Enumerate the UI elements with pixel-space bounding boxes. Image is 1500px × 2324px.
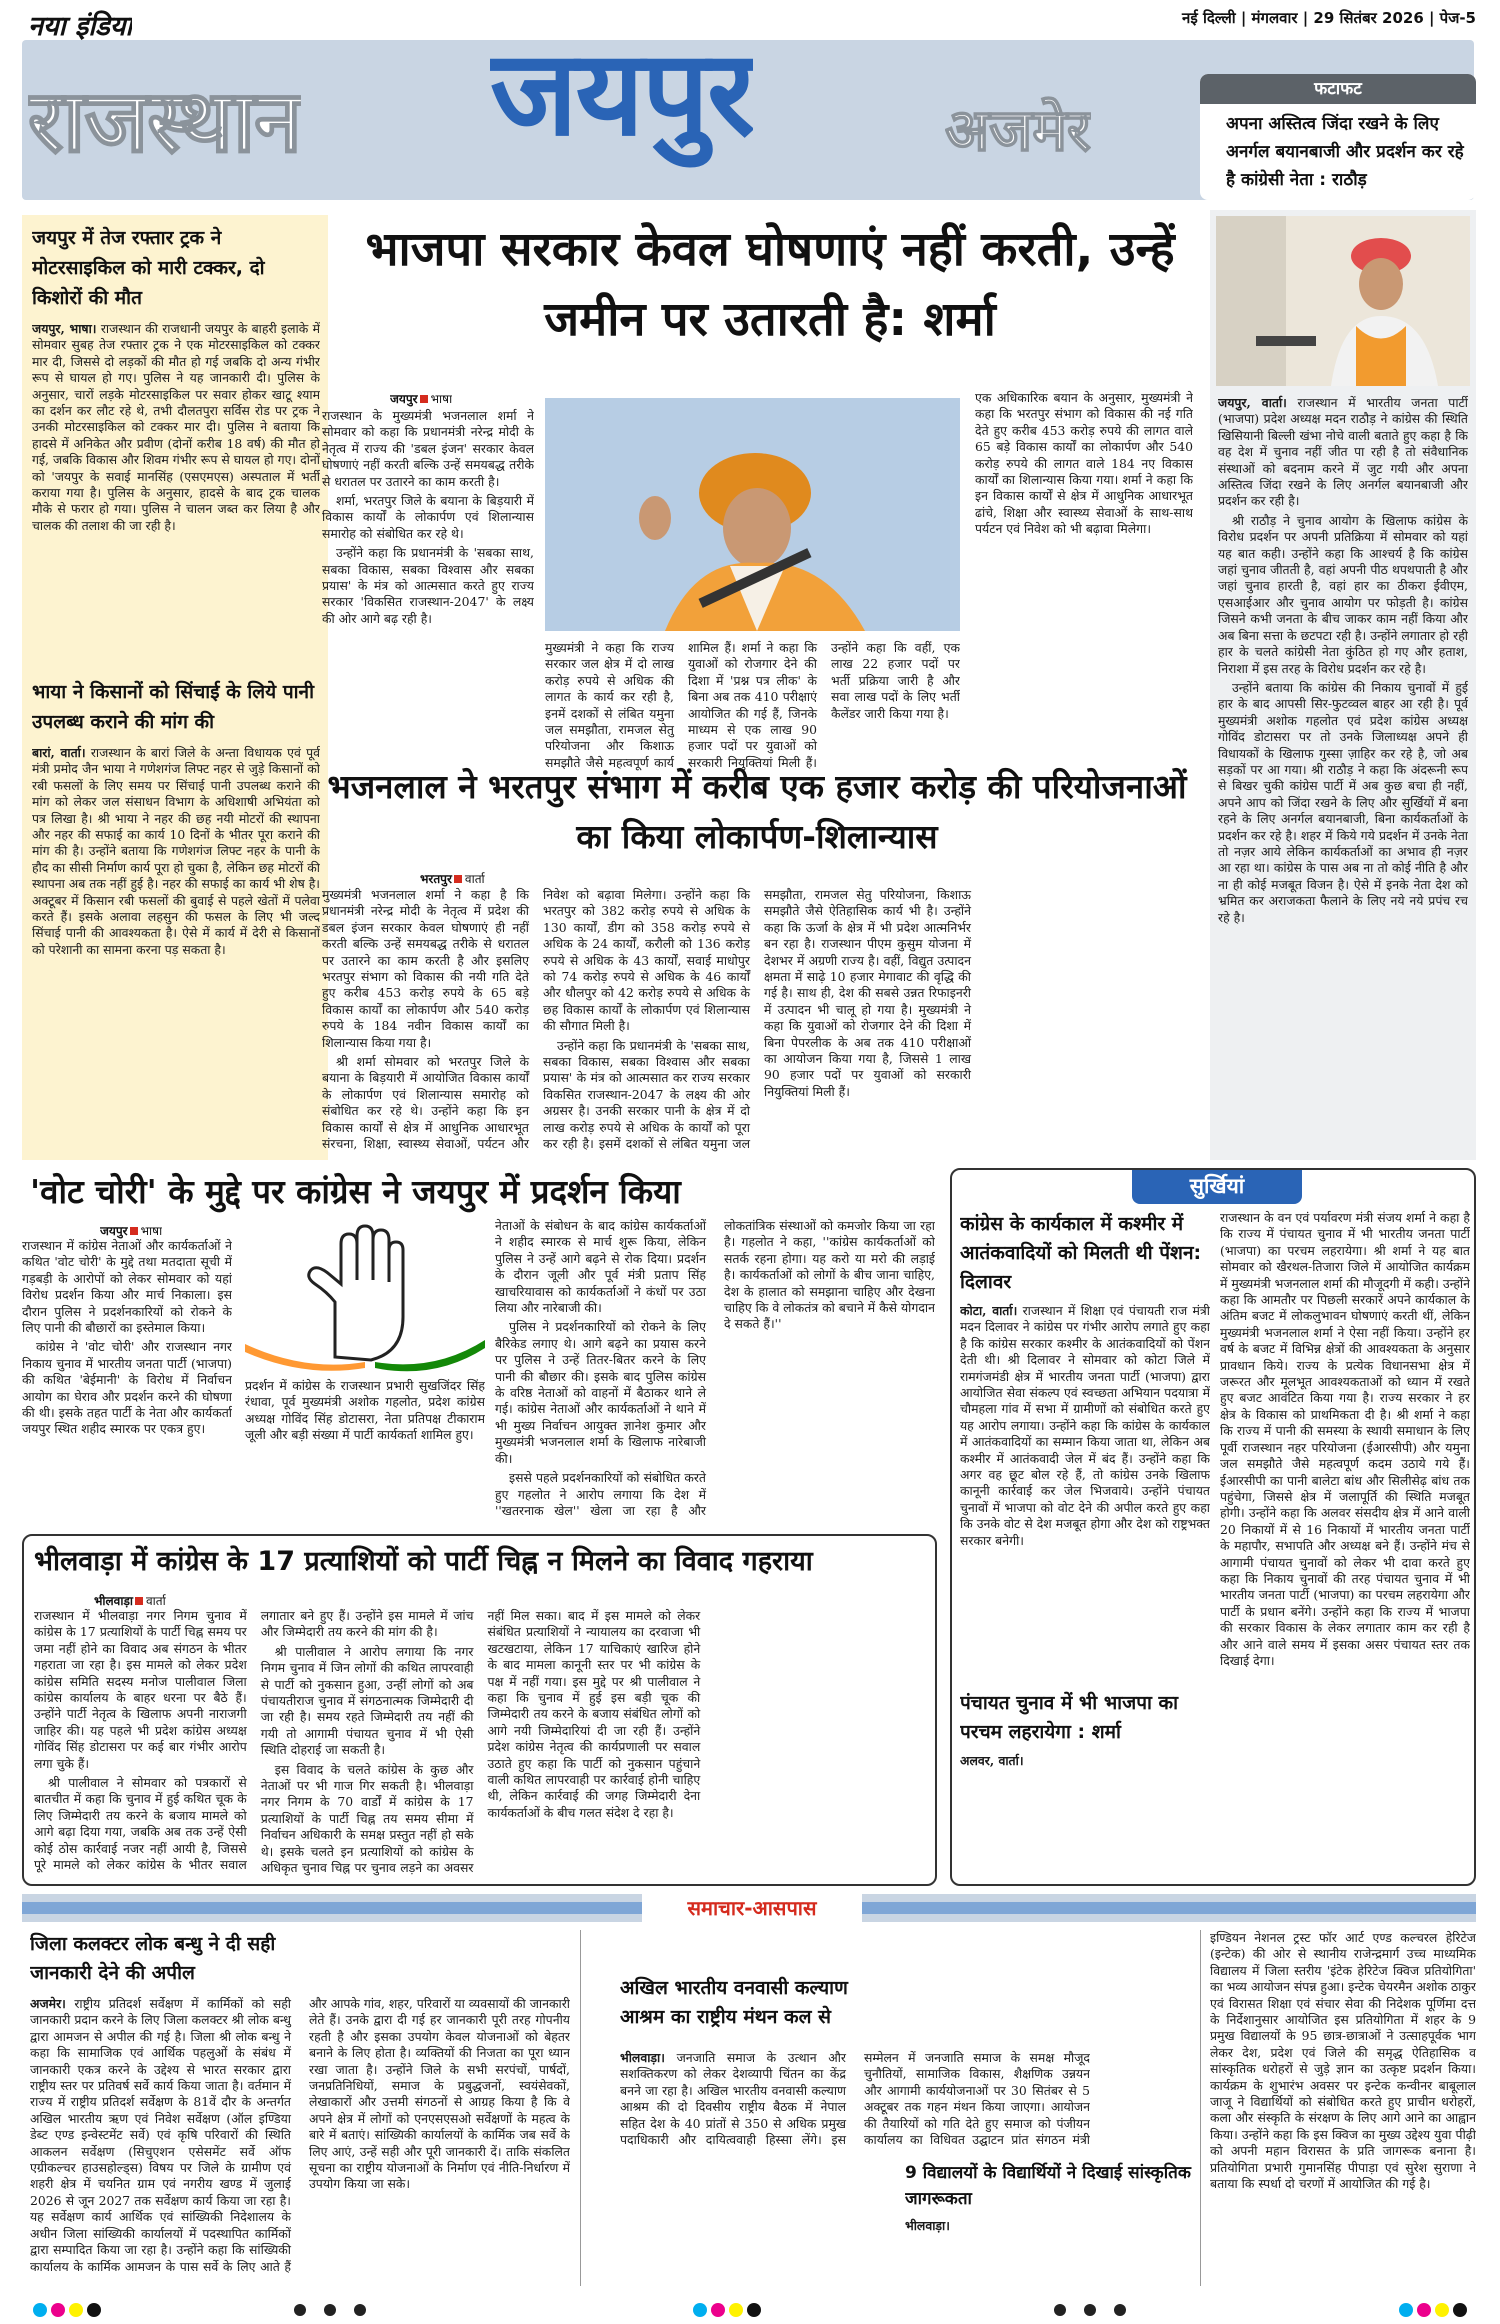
congress-logo: [245, 1222, 485, 1372]
aaspaas-dateline: भीलवाड़ा।: [620, 2050, 665, 2065]
bhilwara-body: [34, 1608, 927, 1882]
lead-para: एक अधिकारिक बयान के अनुसार, मुख्यमंत्री ने कहा कि भरतपुर संभाग को विकास की नई गति देते हुए करीब 453 करोड़ रुपये की लागत वाले 65 बड़े विकास कार्यों का लोकार्पण और 540 करोड़ रुपये की लागत वाले 184 नए विकास कार्यों का शिलान्यास किया गया। शर्मा ने कहा कि इन विकास कार्यों से क्षेत्र में आधुनिक आधारभूत ढांचे, शिक्षा और स्वास्थ्य सेवाओं के साथ-साथ पर्यटन एवं निवेश को भी बढ़ावा मिलेगा।: [975, 390, 1193, 537]
vote-para: राजस्थान में कांग्रेस नेताओं और कार्यकर्ताओं ने कथित 'वोट चोरी' के मुद्दे तथा मतदाता सूची में गड़बड़ी के आरोपों को लेकर सोमवार को यहां विरोध प्रदर्शन किया और मार्च निकाला। इस दौरान पुलिस ने प्रदर्शनकारियों को रोकने के लिए पानी की बौछारों का इस्तेमाल किया।: [22, 1238, 232, 1336]
brief-text: राजस्थान की राजधानी जयपुर के बाहरी इलाके में सोमवार सुबह तेज रफ्तार ट्रक ने एक मोटरसाइकिल को टक्कर मार दी, जिससे दो लड़कों की मौत हो गई जबकि दो अन्य गंभीर रूप से घायल हो गए। पुलिस ने यह जानकारी दी। पुलिस के अनुसार, चारों लड़के मोटरसाइकिल पर सवार होकर खाटू श्याम का दर्शन कर लौट रहे थे, तभी दौलतपुरा सर्विस रोड पर ट्रक ने उनकी मोटरसाइकिल को टक्कर मार दी। पुलिस ने बताया कि हादसे में अनिकेत और प्रवीण (दोनों करीब 18 वर्ष) की मौत हो गई, जबकि विकास और शिवम गंभीर रूप से घायल हो गए। दोनों को 'जयपुर के सवाई मानसिंह (एसएमएस) अस्पताल में भर्ती कराया गया है। पुलिस के अनुसार, हादसे के बाद ट्रक चालक मौके से फरार हो गया। पुलिस ने चालन जब्त कर लिया है और चालक की तलाश की जा रही है।: [32, 321, 320, 533]
dateline-agency: वार्ता: [464, 872, 485, 886]
vote-cols: [495, 1218, 935, 1528]
left-briefs: [22, 215, 328, 1160]
vote-para: प्रदर्शन में कांग्रेस के राजस्थान प्रभारी सुखजिंदर सिंह रंधावा, पूर्व मुख्यमंत्री अशोक गहलोत, प्रदेश कांग्रेस अध्यक्ष गोविंद सिंह डोटासरा, नेता प्रतिपक्ष टीकाराम जूली और बड़ी संख्या में पार्टी कार्यकर्ता शामिल हुए।: [245, 1378, 485, 1443]
surkhiyan-body-1: [960, 1303, 1210, 1683]
brand-name: नया इंडिया: [28, 11, 133, 42]
aaspaas-band: [22, 1894, 1476, 1922]
print-marks: [0, 2296, 1500, 2324]
second-para: उन्होंने कहा कि प्रधानमंत्री के 'सबका साथ, सबका विकास, सबका विश्वास और सबका प्रयास' के मंत्र को आत्मसात कर राज्य सरकार विकसित राजस्थान-2047 के लक्ष्य की ओर अग्रसर है। उनकी सरकार पानी के क्षेत्र में दो लाख करोड़ रुपये से अधिक के कार्यों को पूरा कर रही है। इसमें दशकों से लंबित यमुना जल समझौता, रामजल सेतु परियोजना, किशाऊ समझौते जैसे ऐतिहासिक कार्य भी है। उन्होंने कहा कि ऊर्जा के क्षेत्र में भी प्रदेश आत्मनिर्भर बन रहा है। राजस्थान पीएम कुसुम योजना में देशभर में अग्रणी राज्य है। वहीं, विद्युत उत्पादन क्षमता में साढ़े 10 हजार मेगावाट की वृद्धि की गई है। साथ ही, देश की सबसे उन्नत रिफाइनरी में उत्पादन भी चालू हो गया है। मुख्यमंत्री ने कहा कि युवाओं को रोजगार देने की दिशा में बिना पेपरलीक के अब तक 410 परीक्षाओं का आयोजन किया गया है, जिससे 1 लाख 90 हजार पदों पर युवाओं को सरकारी नियुक्तियां मिली हैं।: [543, 887, 971, 1152]
column-rule: [1200, 1930, 1201, 2286]
aaspaas-body-3-lead: [905, 2218, 1205, 2278]
dateline-city: जयपुर: [390, 392, 418, 406]
vote-para: नेताओं के संबोधन के बाद कांग्रेस कार्यकर्ताओं ने शहीद स्मारक से मार्च शुरू किया, लेकिन पुलिस ने उन्हें आगे बढ़ने से रोक दिया। प्रदर्शन के दौरान जूली और पूर्व मंत्री प्रताप सिंह खाचरियावास को कार्यकर्ताओं ने कंधों पर उठा लिया और नारेबाजी की।: [495, 1218, 706, 1316]
aaspaas-a2: [590, 1930, 1090, 2150]
speaker-illustration: [1216, 216, 1470, 386]
aaspaas-headline-1: जिला कलक्टर लोक बन्धु ने दी सही जानकारी देने की अपील: [30, 1933, 276, 1984]
lead-para: राजस्थान के मुख्यमंत्री भजनलाल शर्मा ने सोमवार को कहा कि प्रधानमंत्री नरेन्द्र मोदी के नेतृत्व में राज्य की 'डबल इंजन' सरकार केवल घोषणाएं नहीं करती बल्कि उन्हें समयबद्ध तरीके से धरातल पर उतारने का काम करती है।: [322, 408, 534, 489]
second-dateline: [420, 870, 485, 887]
vote-body: [245, 1378, 485, 1528]
aaspaas-body-2: [620, 2050, 1090, 2150]
surkhiyan-headline-1: कांग्रेस के कार्यकाल में कश्मीर में आतंकवादियों को मिलती थी पेंशन: दिलावर: [960, 1213, 1202, 1293]
subcity-title: अजमेर: [945, 96, 1091, 164]
brief-2: [32, 677, 320, 1155]
bhilwara-para: श्री पालीवाल ने आरोप लगाया कि नगर निगम चुनाव में जिन लोगों की कथित लापरवाही से पार्टी को नुकसान हुआ, उन्हीं लोगों को अब पंचायतीराज चुनाव में संगठनात्मक जिम्मेदारी दी जा रही है। समय रहते जिम्मेदारी तय नहीं की गयी तो आगामी पंचायत चुनाव में भी ऐसी स्थिति दोहराई जा सकती है।: [260, 1643, 474, 1758]
fatafat-box: [1200, 74, 1476, 200]
lead-photo: [545, 398, 960, 631]
bhilwara-box: [22, 1534, 937, 1886]
red-square-icon: [135, 1597, 143, 1605]
speaker-illustration: [545, 398, 960, 631]
dateline-agency: वार्ता: [146, 1594, 166, 1608]
brief-body: [32, 745, 320, 958]
color-bar-icon: [0, 2296, 1500, 2324]
rathore-para: [1218, 395, 1468, 510]
second-headline: भजनलाल ने भरतपुर संभाग में करीब एक हजार करोड़ की परियोजनाओं का किया लोकार्पण-शिलान्यास: [327, 767, 1187, 856]
bhilwara-headline: भीलवाड़ा में कांग्रेस के 17 प्रत्याशियों को पार्टी चिह्न न मिलने का विवाद गहराया: [34, 1546, 813, 1577]
aaspaas-headline-2: अखिल भारतीय वनवासी कल्याण आश्रम का राष्ट्रीय मंथन कल से: [620, 1977, 848, 2028]
aaspaas-dateline: अजमेर।: [30, 1996, 66, 2011]
red-square-icon: [130, 1227, 138, 1235]
lead-headline: भाजपा सरकार केवल घोषणाएं नहीं करती, उन्हें जमीन पर उतारती है: शर्मा: [365, 222, 1175, 347]
second-para: श्री शर्मा सोमवार को भरतपुर जिले के बयाना के बिड़यारी में आयोजित विकास कार्यों के लोकार्पण एवं शिलान्यास समारोह को संबोधित कर रहे थे। उन्होंने कहा कि इन विकास कार्यों से क्षेत्र में आधुनिक आधारभूत संरचना, शिक्षा, स्वास्थ्य सेवाओं, पर्यटन और निवेश को बढ़ावा मिलेगा। उन्होंने कहा कि भरतपुर को 382 करोड़ रुपये से अधिक के 130 कार्यों, डीग को 358 करोड़ रुपये से अधिक के 24 कार्यों, करौली को 136 करोड़ रुपये से अधिक के 43 कार्यों, सवाई माधोपुर को 74 करोड़ रुपये से अधिक के 46 कार्यों और धौलपुर को 42 करोड़ रुपये से अधिक के छह विकास कार्यों के लोकार्पण एवं शिलान्यास की सौगात मिली है।: [322, 887, 750, 1152]
surkhiyan-text: राजस्थान में शिक्षा एवं पंचायती राज मंत्री मदन दिलावर ने कांग्रेस पर गंभीर आरोप लगाते हुए कहा है कि कांग्रेस सरकार कश्मीर के आतंकवादियों को पेंशन देती थी। श्री दिलावर ने सोमवार को कोटा जिले में रामगंजमंडी क्षेत्र में भारतीय जनता पार्टी (भाजपा) द्वारा आयोजित सेवा संकल्प एवं स्वच्छता अभियान पदयात्रा में चौमहला गांव में सभा में ग्रामीणों को संबोधित करते हुए यह आरोप लगाया। उन्होंने कहा कि कांग्रेस के कार्यकाल में आतंकवादियों का सम्मान किया जाता था, लेकिन अब कश्मीर में आतंकवादी जेल में बंद हैं। उन्होंने कहा कि अगर वह छूट बोल रहे हैं, तो कांग्रेस उनके खिलाफ कानूनी कार्रवाई कर जेल भिजवाये। उन्होंने पंचायत चुनावों में भाजपा को वोट देने की अपील करते हुए कहा कि उनके वोट से देश मजबूत होगा और देश को राष्ट्रभक्त सरकार बनेगी।: [960, 1303, 1210, 1548]
lead-caption-col: [545, 640, 960, 776]
vote-para: कांग्रेस ने 'वोट चोरी' और राजस्थान नगर निकाय चुनाव में भारतीय जनता पार्टी (भाजपा) की कथित 'बेईमानी' के विरोध में निर्वाचन आयोग का घेराव और प्रदर्शन करने की घोषणा की थी। इसके तहत पार्टी के नेता और कार्यकर्ता जयपुर स्थित शहीद स्मारक पर एकत्र हुए।: [22, 1339, 232, 1437]
city-title: जयपुर: [490, 24, 754, 162]
aaspaas-label: समाचार-आसपास: [642, 1894, 862, 1922]
surkhiyan-col-left: [960, 1210, 1210, 1882]
brief-dateline: जयपुर, भाषा।: [32, 321, 97, 336]
aaspaas-text: इण्डियन नेशनल ट्रस्ट फॉर आर्ट एण्ड कल्चरल हेरिटेज (इन्टेक) की ओर से स्थानीय राजेन्द्रमार्ग उच्च माध्यमिक विद्यालय में जिला स्तरीय 'इंटेक हेरिटेज क्विज प्रतियोगिता' का भव्य आयोजन संपन्न हुआ। इन्टेक चेयरमैन अशोक ठाकुर एवं विरासत शिक्षा एवं संचार सेवा की निदेशक पूर्णिमा दत्त के निर्देशानुसार आयोजित इस प्रतियोगिता में शहर के 9 प्रमुख विद्यालयों के 95 छात्र-छात्राओं ने उत्साहपूर्वक भाग लेकर देश, प्रदेश एवं जिले की समृद्ध ऐतिहासिक व सांस्कृतिक धरोहरों से जुड़े ज्ञान का उत्कृष्ट प्रदर्शन किया। कार्यक्रम के शुभारंभ अवसर पर इन्टेक कन्वीनर बाबूलाल जाजू ने विद्यार्थियों को संबोधित करते हुए प्राचीन धरोहरों, कला और संस्कृति के संरक्षण के लिए आगे आने का आह्वान किया। उन्होंने कहा कि इस क्विज का मुख्य उद्देश्य युवा पीढ़ी को अपनी महान विरासत के प्रति जागरूक बनाना है। प्रतियोगिता प्रभारी गुमानसिंह पीपाड़ा एवं सुरेश सुराणा ने बताया कि स्पर्धा दो चरणों में आयोजित की गई है।: [1210, 1930, 1476, 2192]
rathore-story: [1210, 210, 1476, 1160]
surkhiyan-box: [950, 1168, 1476, 1886]
lead-dateline: [390, 390, 452, 407]
aaspaas-dateline: भीलवाड़ा।: [905, 2218, 950, 2233]
red-square-icon: [420, 395, 428, 403]
brief-headline: जयपुर में तेज रफ्तार ट्रक ने मोटरसाइकिल को मारी टक्कर, दो किशोरों की मौत: [32, 227, 265, 309]
fatafat-headline: अपना अस्तित्व जिंदा रखने के लिए अनर्गल बयानबाजी और प्रदर्शन कर रहे है कांग्रेसी नेता : राठौड़: [1226, 114, 1464, 190]
surkhiyan-col-right: [1220, 1210, 1470, 1882]
brief-dateline: बारां, वार्ता।: [32, 745, 86, 760]
dateline-city: जयपुर: [100, 1224, 128, 1238]
surkhiyan-body-2-lead: [960, 1753, 1210, 1769]
hand-symbol-icon: [245, 1222, 485, 1372]
masthead: [0, 0, 1500, 205]
rathore-photo: [1216, 216, 1470, 386]
aaspaas-a3-body: [1210, 1930, 1476, 2286]
dateline-agency: भाषा: [140, 1224, 163, 1238]
bhilwara-para: इस विवाद के चलते कांग्रेस के कुछ और नेताओं पर भी गाज गिर सकती है। भीलवाड़ा नगर निगम के 70 वार्डों में कांग्रेस के 17 प्रत्याशियों के पार्टी चिह्न तय समय सीमा में निर्वाचन अधिकारी के समक्ष प्रस्तुत नहीं हो सके थे। इसके चलते इन प्रत्याशियों को कांग्रेस के अधिकृत चुनाव चिह्न पर चुनाव लड़ने का अवसर नहीं मिल सका। बाद में इस मामले को लेकर संबंधित प्रत्याशियों ने न्यायालय का दरवाजा भी खटखटाया, लेकिन 17 याचिकाएं खारिज होने के बाद मामला कानूनी स्तर पर भी कांग्रेस के पक्ष में नहीं गया। इस मुद्दे पर श्री पालीवाल ने कहा कि चुनाव में हुई इस बड़ी चूक की जिम्मेदारी तय करने के बजाय संबंधित लोगों को आगे नयी जिम्मेदारियां दी जा रही हैं। उन्होंने प्रदेश कांग्रेस नेतृत्व की कार्यप्रणाली पर सवाल उठाते हुए कहा कि पार्टी को नुकसान पहुंचाने वाली कथित लापरवाही पर कार्रवाई होनी चाहिए थी, लेकिन कार्रवाई की जगह जिम्मेदारी देना कार्यकर्ताओं के बीच गलत संदेश दे रहा है।: [260, 1608, 701, 1876]
rathore-body: [1218, 395, 1468, 1155]
second-body: [322, 887, 1192, 1159]
lead-col-1: [322, 408, 534, 776]
lead-para: शर्मा, भरतपुर जिले के बयाना के बिड़यारी में विकास कार्यों के लोकार्पण एवं शिलान्यास समारोह को संबोधित कर रहे थे।: [322, 493, 534, 541]
vote-headline: 'वोट चोरी' के मुद्दे पर कांग्रेस ने जयपुर में प्रदर्शन किया: [30, 1172, 681, 1211]
aaspaas-text: जनजाति समाज के उत्थान और सशक्तिकरण को लेकर देशव्यापी चिंतन का केंद्र बनने जा रहा है। अखिल भारतीय वनवासी कल्याण आश्रम की दो दिवसीय राष्ट्रीय बैठक में नेपाल सहित देश के 40 प्रांतों से 350 से अधिक प्रमुख पदाधिकारी और दायित्ववाही हिस्सा लेंगे। इस सम्मेलन में जनजाति समाज के समक्ष मौजूद चुनौतियों, सामाजिक विकास, शैक्षणिक उन्नयन और आगामी कार्ययोजनाओं पर 30 सितंबर से 5 अक्टूबर तक गहन मंथन किया जाएगा। आयोजन की तैयारियों को गति देते हुए समाज को पंजीयन कार्यालय का विधिवत उद्घाटन प्रांत संगठन मंत्री: [620, 2050, 1090, 2148]
aaspaas-headline-3: 9 विद्यालयों के विद्यार्थियों ने दिखाई सांस्कृतिक जागरूकता: [905, 2163, 1191, 2209]
surkhiyan-headline-2: पंचायत चुनाव में भी भाजपा का परचम लहरायेगा : शर्मा: [960, 1692, 1179, 1743]
rathore-para: उन्होंने बताया कि कांग्रेस की निकाय चुनावों में हुई हार के बाद आपसी सिर-फुटव्वल बाहर आ रही है। पूर्व मुख्यमंत्री अशोक गहलोत एवं प्रदेश कांग्रेस अध्यक्ष गोविंद डोटासरा पर तो उनके जिलाध्यक्ष अपने ही विधायकों के खिलाफ गुस्सा ज़ाहिर कर रहे है, जो अब सड़कों पर आ गया। श्री राठौड़ ने कहा कि अंदरूनी रूप से बिखर चुकी कांग्रेस पार्टी में अब कुछ बचा ही नहीं, अपने आप को जिंदा रखने के लिए और सुर्खियों में बना रहने के लिए अनर्गल बयानबाजी, बिना कार्यकर्ताओं के प्रदर्शन कर रहे है। शहर में किये गये प्रदर्शन में उनके नेता तो नज़र आये लेकिन कार्यकर्ताओं का अभाव ही नज़र आ रहा था। कांग्रेस के पास अब ना तो कोई नीति है और ना ही कोई मजबूत विजन है। ऐसे में इनके नेता देश को भ्रमित कर अराजकता फैलाने के लिए नये नये प्रपंच रच रहे है।: [1218, 679, 1468, 925]
column-rule: [580, 1930, 581, 2286]
surkhiyan-text-2: राजस्थान के वन एवं पर्यावरण मंत्री संजय शर्मा ने कहा है कि राज्य में पंचायत चुनाव में भी भारतीय जनता पार्टी (भाजपा) का परचम लहरायेगा। श्री शर्मा ने यह बात सोमवार को खैरथल-तिजारा जिले में आयोजित कार्यक्रम में मुख्यमंत्री भजनलाल शर्मा की मौजूदगी में कही। उन्होंने कहा कि आमतौर पर पिछली सरकारें अपने कार्यकाल के अंतिम बजट में लोकलुभावन घोषणाएं करती थीं, लेकिन मुख्यमंत्री भजनलाल शर्मा ने ऐसा नहीं किया। उन्होंने हर वर्ष के बजट में विभिन्न क्षेत्रों की आवश्यकता के अनुसार प्रावधान किये। राज्य के प्रत्येक विधानसभा क्षेत्र में जरूरत और मूलभूत आवश्यकताओं को ध्यान में रखते हुए बजट आवंटित किया गया है। राज्य सरकार ने हर क्षेत्र के विकास को प्राथमिकता दी है। श्री शर्मा ने कहा कि राज्य में पानी की समस्या के स्थायी समाधान के लिए पूर्वी राजस्थान नहर परियोजना (ईआरसीपी) और यमुना जल समझौते जैसे महत्वपूर्ण कदम उठाये गये हैं। ईआरसीपी का पानी बालेटा बांध और सिलीसेढ़ बांध तक पहुंचेगा, जिससे क्षेत्र में जलापूर्ति की स्थिति मजबूत होगी। उन्होंने कहा कि अलवर संसदीय क्षेत्र में आने वाली 20 निकायों में से 16 निकायों में भारतीय जनता पार्टी के महापौर, सभापति और अध्यक्ष बने हैं। उन्होंने मंच से आगामी पंचायत चुनावों को लेकर भी दावा करते हुए कहा कि निकाय चुनावों की तरह पंचायत चुनाव में भी भारतीय जनता पार्टी (भाजपा) का परचम लहरायेगा और पार्टी के प्रधान बनेंगे। उन्होंने कहा कि राज्य में भाजपा की सरकार विकास के लेकर लगातार काम कर रही है और आने वाले समय में इसका असर पंचायत स्तर तक दिखाई देगा।: [1220, 1210, 1470, 1668]
vote-dateline: [100, 1222, 162, 1239]
rathore-para: श्री राठौड़ ने चुनाव आयोग के खिलाफ कांग्रेस के विरोध प्रदर्शन पर अपनी प्रतिक्रिया में सोमवार को यहां यह बात कही। उन्होंने कहा कि आश्चर्य है कि कांग्रेस जहां चुनाव जीतती है, वहां अपनी पीठ थपथपाती है और जहां चुनाव हारती है, वहां हार का ठीकरा ईवीएम, एसआईआर और चुनाव आयोग पर फोड़ती है। कांग्रेस जिसने कभी जनता के बीच जाकर काम नहीं किया और अब बिना सत्ता के छटपटा रही है। उन्होंने लगातार हो रही हार के चलते कांग्रेसी नेता कुंठित हो गए और हताश, निराशा में इस तरह के विरोध प्रदर्शन कर रहे है।: [1218, 512, 1468, 676]
brief-1: [32, 223, 320, 673]
surkhiyan-dateline: अलवर, वार्ता।: [960, 1753, 1024, 1768]
section-title: राजस्थान: [28, 72, 301, 172]
bhilwara-dateline: [94, 1592, 166, 1609]
dateline: नई दिल्ली | मंगलवार | 29 सितंबर 2026 | पेज-5: [1182, 9, 1476, 27]
bhilwara-para: राजस्थान में भीलवाड़ा नगर निगम चुनाव में कांग्रेस के 17 प्रत्याशियों के पार्टी चिह्न समय पर जमा नहीं होने का विवाद अब संगठन के भीतर गहराता जा रहा है। इस मामले को लेकर प्रदेश कांग्रेस समिति सदस्य मनोज पालीवाल जिला कांग्रेस कार्यालय के बाहर धरना पर बैठे हैं। उन्होंने पार्टी नेतृत्व के खिलाफ अपनी नाराजगी जाहिर की। यह पहले भी प्रदेश कांग्रेस अध्यक्ष गोविंद सिंह डोटासरा पर कई बार गंभीर आरोप लगा चुके हैं।: [34, 1608, 247, 1771]
lead-para: उन्होंने कहा कि प्रधानमंत्री के 'सबका साथ, सबका विकास, सबका विश्वास और सबका प्रयास' के मंत्र को आत्मसात करते हुए राज्य सरकार 'विकसित राजस्थान-2047' के लक्ष्य की ओर आगे बढ़ रही है।: [322, 545, 534, 626]
second-para: मुख्यमंत्री भजनलाल शर्मा ने कहा है कि प्रधानमंत्री नरेन्द्र मोदी के नेतृत्व में प्रदेश की डबल इंजन सरकार केवल घोषणाएं ही नहीं करती बल्कि उन्हें समयबद्ध तरीके से धरातल पर उतारने का काम करती है और इसलिए भरतपुर संभाग को विकास की नयी गति देते हुए करीब 453 करोड़ रुपये के 65 बड़े विकास कार्यों का लोकार्पण और 540 करोड़ रुपये के 184 नवीन विकास कार्यों का शिलान्यास किया गया है।: [322, 887, 529, 1050]
dateline-city: भरतपुर: [420, 872, 452, 886]
vote-para: पुलिस ने प्रदर्शनकारियों को रोकने के लिए बैरिकेड लगाए थे। आगे बढ़ने का प्रयास करने पर पुलिस ने उन्हें तितर-बितर करने के लिए पानी की बौछार की। इसके बाद पुलिस कांग्रेस के वरिष्ठ नेताओं को वाहनों में बैठाकर थाने ले गई। कांग्रेस नेताओं और कार्यकर्ताओं ने थाने में भी मुख्य निर्वाचन आयुक्त ज्ञानेश कुमार और मुख्यमंत्री भजनलाल शर्मा के खिलाफ नारेबाजी की।: [495, 1319, 706, 1466]
dateline-agency: भाषा: [430, 392, 453, 406]
bhilwara-para: श्री पालीवाल ने सोमवार को पत्रकारों से बातचीत में कहा कि चुनाव में हुई कथित चूक के लिए जिम्मेदारी तय करने के बजाय मामले को आगे बढ़ा दिया गया, जबकि अब तक उन्हें ऐसी कोई ठोस कार्रवाई नजर नहीं आयी है, जिससे पूरे मामले को लेकर कांग्रेस के भीतर सवाल लगातार बने हुए हैं। उन्होंने इस मामले में जांच और जिम्मेदारी तय करने की मांग की है।: [34, 1608, 474, 1873]
brief-body: [32, 321, 320, 534]
red-square-icon: [454, 875, 462, 883]
surkhiyan-dateline: कोटा, वार्ता।: [960, 1303, 1018, 1318]
rathore-dateline: जयपुर, वार्ता।: [1218, 395, 1287, 410]
brief-text: राजस्थान के बारां जिले के अन्ता विधायक एवं पूर्व मंत्री प्रमोद जैन भाया ने गणेशगंज लिफ्ट नहर से जुड़े किसानों को रबी फसलों के लिए समय पर सिंचाई पानी उपलब्ध कराने की मांग को लेकर जल संसाधन विभाग के अधिशाषी अभियंता को पत्र लिखा है। श्री भाया ने नहर की छह नयी मोटरों की स्थापना और नहर की सफाई का कार्य 10 दिनों के भीतर पूरा कराने की मांग की है। उन्होंने बताया कि गणेशगंज लिफ्ट नहर के पानी के हौद का सीसी निर्माण कार्य पूरा हो चुका है, लेकिन छह मोटरों की स्थापना अब तक नहीं हुई है। नहर की सफाई का कार्य भी शेष है। अक्टूबर में किसान रबी फसलों की बुवाई से पहले खेतों में पलेवा करते हैं। इसके अलावा लहसुन की फसल के लिए भी जल्द सिंचाई पानी की आवश्यकता है। ऐसे में कार्य में देरी से किसानों को परेशानी का सामना करना पड़ सकता है।: [32, 745, 320, 957]
aaspaas-text: राष्ट्रीय प्रतिदर्श सर्वेक्षण में कार्मिकों को सही जानकारी प्रदान करने के लिए जिला कलक्टर श्री लोक बन्धु द्वारा आमजन से अपील की गई है। जिला श्री लोक बन्धु ने कहा कि सामाजिक एवं आर्थिक पहलुओं के संबंध में जानकारी एकत्र करने के उद्देश्य से भारत सरकार द्वारा राष्ट्रीय स्तर पर प्रतिवर्ष सर्वे कार्य किया जाता है। वर्तमान में राज्य में राष्ट्रीय प्रतिदर्श सर्वेक्षण के 81वें दौर के अन्तर्गत अखिल भारतीय ऋण एवं निवेश सर्वेक्षण (ऑल इण्डिया डेब्ट एण्ड इन्वेस्टमेंट सर्वे) एवं कृषि परिवारों की स्थिति आकलन सर्वेक्षण (सिचुएशन एसेसमेंट सर्वे ऑफ एग्रीकल्चर हाउसहोल्ड्स) विषय पर जिले के ग्रामीण एवं शहरी क्षेत्र में चयनित ग्राम एवं नगरीय खण्ड में जुलाई 2026 से जून 2027 तक सर्वेक्षण कार्य किया जा रहा है। यह सर्वेक्षण कार्य आर्थिक एवं सांख्यिकी निदेशालय के अधीन जिला सांख्यिकी कार्यालयों में पदस्थापित कार्मिकों द्वारा सम्पादित किया जा रहा है। उन्होंने कहा कि सांख्यिकी कार्यालय के कार्मिक आमजन के पास सर्वे के लिए आते हैं और आपके गांव, शहर, परिवारों या व्यवसायों की जानकारी लेते हैं। उनके द्वारा दी गई हर जानकारी पूरी तरह गोपनीय रहती है और इसका उपयोग केवल योजनाओं को बेहतर बनाने के लिए होता है। व्यक्तियों की निजता का पूरा ध्यान रखा जाता है। उन्होंने जिले के सभी सरपंचों, पार्षदों, जनप्रतिनिधियों, समाज के प्रबुद्धजनों, स्वयंसेवकों, लेखाकारों और उत्तमी संगठनों से आग्रह किया है कि वे अपने क्षेत्र में लोगों को एनएसएसओ सर्वेक्षणों के महत्व के बारे में बताएं। सांख्यिकी कार्यालयों के कार्मिक जब सर्वे के लिए आएं, उन्हें सही और पूरी जानकारी दें। ताकि संकलित सूचना का राष्ट्रीय योजनाओं के निर्माण एवं नीति-निर्धारण में उपयोग किया जा सके।: [30, 1996, 570, 2274]
vote-col-1: [22, 1238, 232, 1528]
surkhiyan-tag: सुर्खियां: [1132, 1168, 1302, 1204]
dateline-city: भीलवाड़ा: [94, 1594, 133, 1608]
fatafat-tag: फटाफट: [1200, 74, 1476, 104]
aaspaas-a1: [30, 1930, 570, 2286]
lead-col-4: [975, 390, 1193, 776]
lead-para: मुख्यमंत्री ने कहा कि राज्य सरकार जल क्षेत्र में दो लाख करोड़ रुपये से अधिक की लागत के कार्य कर रही है, इनमें दशकों से लंबित यमुना जल समझौता, रामजल सेतु परियोजना और किशाऊ समझौते जैसे महत्वपूर्ण कार्य शामिल हैं। शर्मा ने कहा कि युवाओं को रोजगार देने की दिशा में 'प्रश्न पत्र लीक' के बिना अब तक 410 परीक्षाएं आयोजित की गई हैं, जिनके माध्यम से एक लाख 90 हजार पदों पर युवाओं को सरकारी नियुक्तियां मिली हैं। उन्होंने कहा कि वहीं, एक लाख 22 हजार पदों पर भर्ती प्रक्रिया जारी है और सवा लाख पदों के लिए भर्ती कैलेंडर जारी किया गया है।: [545, 640, 960, 770]
vote-para: इससे पहले प्रदर्शनकारियों को संबोधित करते हुए गहलोत ने आरोप लगाया कि देश में ''खतरनाक खेल'' खेला जा रहा है और लोकतांत्रिक संस्थाओं को कमजोर किया जा रहा है। गहलोत ने कहा, ''कांग्रेस कार्यकर्ताओं को सतर्क रहना होगा। यह करो या मरो की लड़ाई है। कार्यकर्ताओं को लोगों के बीच जाना चाहिए, देश के हालात को समझाना चाहिए और देखना चाहिए कि वे लोकतंत्र को बचाने में कैसे योगदान दे सकते हैं।'': [495, 1218, 935, 1518]
brief-headline: भाया ने किसानों को सिंचाई के लिये पानी उपलब्ध कराने की मांग की: [32, 681, 314, 733]
aaspaas-a3: [905, 2160, 1205, 2288]
aaspaas-body-1: [30, 1996, 570, 2286]
rathore-text: राजस्थान में भारतीय जनता पार्टी (भाजपा) प्रदेश अध्यक्ष मदन राठौड़ ने कांग्रेस की स्थिति खिसियानी बिल्ली खंभा नोचे वाली बताते हुए कहा है कि वह देश में चुनाव नहीं जीत पा रही है तो संवैधानिक संस्थाओं को बदनाम करने में जुट गयी और अपना अस्तित्व जिंदा रखने के लिए अनर्गल बयानबाजी और प्रदर्शन कर रही है।: [1218, 395, 1468, 509]
